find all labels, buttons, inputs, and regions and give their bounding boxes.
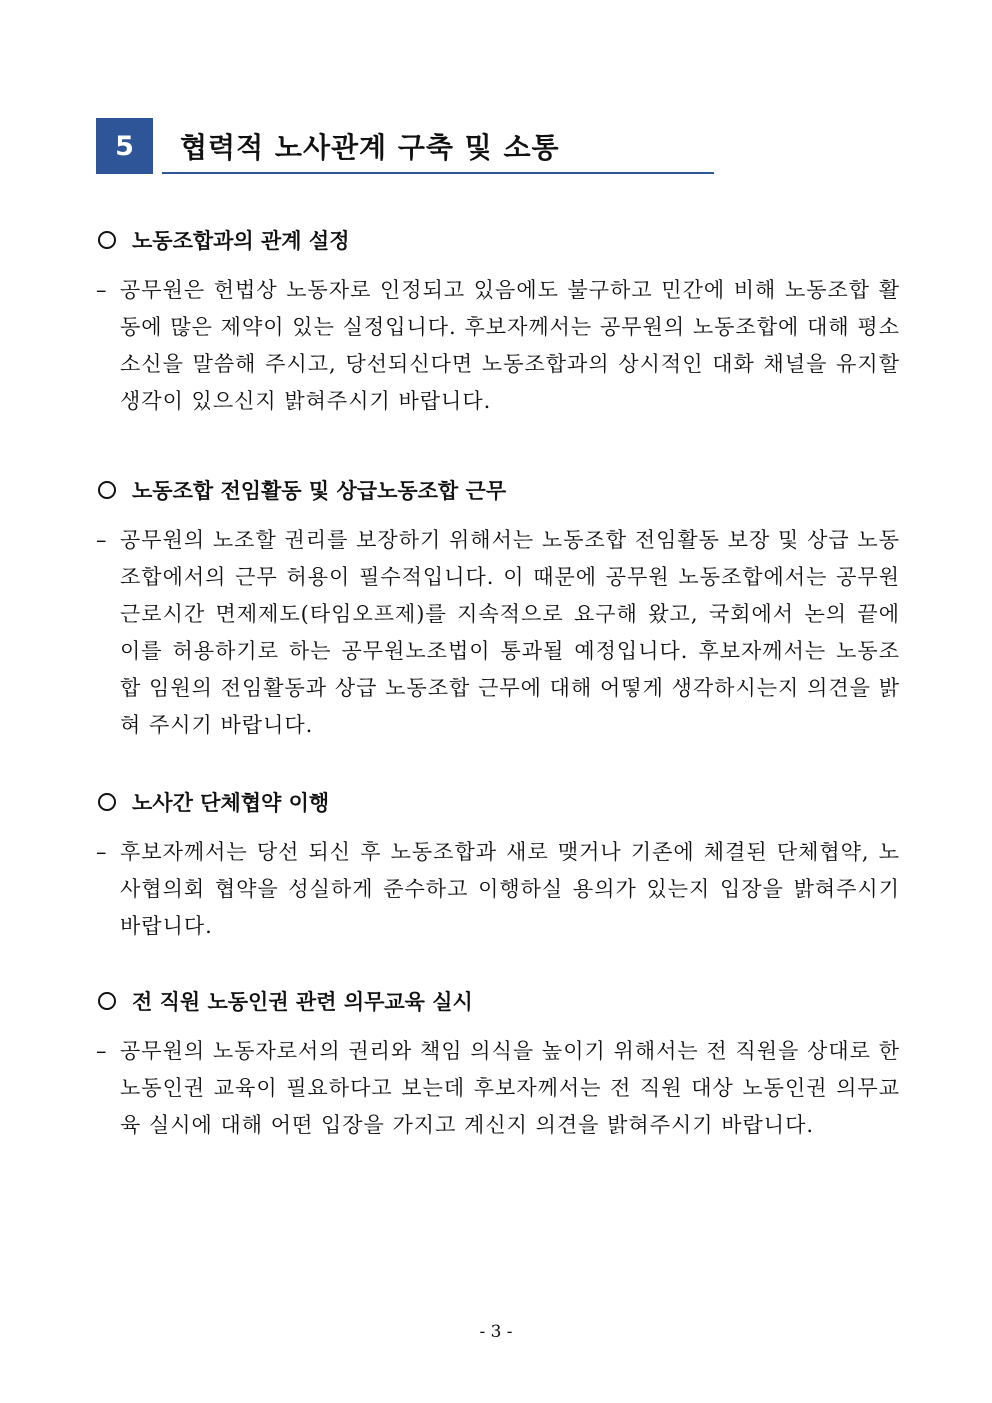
subsection-heading xyxy=(96,985,900,1017)
subsection-heading-text: 노사간 단체협약 이행 xyxy=(132,790,330,815)
subsection-heading xyxy=(96,224,900,256)
circle-bullet-icon xyxy=(98,992,116,1010)
page-number: - 3 - xyxy=(479,1322,513,1342)
subsection-heading xyxy=(96,474,900,506)
subsection-2 xyxy=(96,474,900,744)
subsection-body xyxy=(96,522,900,744)
subsection-body xyxy=(96,834,900,945)
section-number-badge: 5 xyxy=(96,118,153,174)
subsection-body-text: 공무원은 헌법상 노동자로 인정되고 있음에도 불구하고 민간에 비해 노동조합 활동에 많은 제약이 있는 실정입니다. 후보자께서는 공무원의 노동조합에 대해 평소 소신을 말씀해 주시고, 당선되신다면 노동조합과의 상시적인 대화 채널을 유지할 생각이 있으신지 밝혀주시기 바랍니다. xyxy=(120,278,900,413)
subsection-heading-text: 노동조합 전임활동 및 상급노동조합 근무 xyxy=(132,478,507,503)
dash-marker: – xyxy=(96,278,108,302)
subsection-heading xyxy=(96,786,900,818)
section-title: 협력적 노사관계 구축 및 소통 xyxy=(180,131,560,164)
circle-bullet-icon xyxy=(98,231,116,249)
subsection-body-text: 공무원의 노동자로서의 권리와 책임 의식을 높이기 위해서는 전 직원을 상대로 한 노동인권 교육이 필요하다고 보는데 후보자께서는 전 직원 대상 노동인권 의무교육 실시에 대해 어떤 입장을 가지고 계신지 의견을 밝혀주시기 바랍니다. xyxy=(120,1039,900,1137)
circle-bullet-icon xyxy=(98,481,116,499)
subsection-body-text: 공무원의 노조할 권리를 보장하기 위해서는 노동조합 전임활동 보장 및 상급 노동조합에서의 근무 허용이 필수적입니다. 이 때문에 공무원 노동조합에서는 공무원 근로시간 면제제도(타임오프제)를 지속적으로 요구해 왔고, 국회에서 논의 끝에 이를 허용하기로 하는 공무원노조법이 통과될 예정입니다. 후보자께서는 노동조합 임원의 전임활동과 상급 노동조합 근무에 대해 어떻게 생각하시는지 의견을 밝혀 주시기 바랍니다. xyxy=(120,528,900,737)
dash-marker: – xyxy=(96,528,108,552)
circle-bullet-icon xyxy=(98,793,116,811)
dash-marker: – xyxy=(96,840,108,864)
subsection-body xyxy=(96,272,900,420)
subsection-body-text: 후보자께서는 당선 되신 후 노동조합과 새로 맺거나 기존에 체결된 단체협약, 노사협의회 협약을 성실하게 준수하고 이행하실 용의가 있는지 입장을 밝혀주시기 바랍니다. xyxy=(120,840,900,938)
title-underline xyxy=(162,172,714,174)
subsection-1 xyxy=(96,224,900,420)
subsection-4 xyxy=(96,985,900,1144)
subsection-heading-text: 노동조합과의 관계 설정 xyxy=(132,228,350,253)
subsection-body xyxy=(96,1033,900,1144)
subsection-3 xyxy=(96,786,900,945)
section-header xyxy=(96,118,714,176)
subsection-heading-text: 전 직원 노동인권 관련 의무교육 실시 xyxy=(132,989,473,1014)
dash-marker: – xyxy=(96,1039,108,1063)
